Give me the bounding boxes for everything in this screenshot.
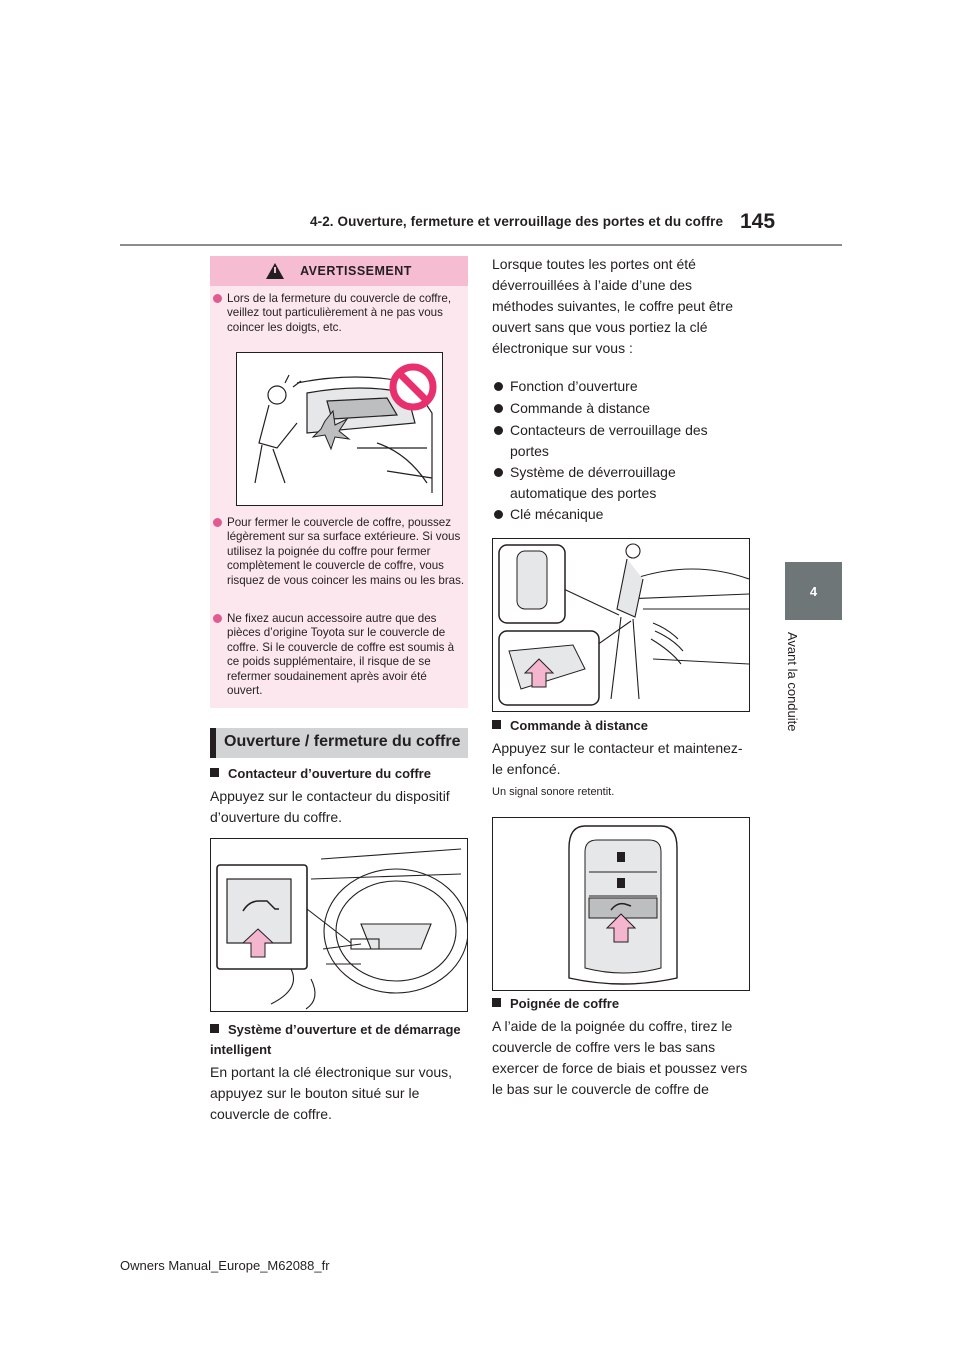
- header-rule: [120, 244, 842, 246]
- running-header-title: 4-2. Ouverture, fermeture et verrouillage des portes et du coffre: [310, 214, 724, 229]
- pink-bullet-icon: [213, 518, 222, 527]
- subheading-smart-entry: Système d’ouverture et de démarrage intelligent: [210, 1020, 470, 1060]
- subheading-trunk-opener-switch: Contacteur d’ouverture du coffre: [210, 766, 431, 781]
- subheading-trunk-handle: Poignée de coffre: [492, 996, 619, 1011]
- paragraph-trunk-opener-switch: Appuyez sur le contacteur du dispositif d’ouverture du coffre.: [210, 788, 450, 825]
- method-item-2: Commande à distance: [494, 398, 744, 419]
- warning-item-1: Lors de la fermeture du couvercle de coffre, veillez tout particulièrement à ne pas vous coincer les doigts, etc.: [227, 292, 465, 335]
- page-number: 145: [740, 210, 776, 233]
- method-item-3: Contacteurs de verrouillage des portes: [494, 420, 744, 462]
- method-item-4: Système de déverrouillage automatique des portes: [494, 462, 744, 504]
- paragraph-smart-entry: En portant la clé électronique sur vous, appuyez sur le bouton situé sur le couvercle de coffre.: [210, 1064, 453, 1122]
- chapter-number: 4: [809, 583, 818, 599]
- warning-item-2: Pour fermer le couvercle de coffre, poussez légèrement sur sa surface extérieure. Si vous utilisez la poignée du coffre pour fermer complètement le couvercle de coffre, vous risquez de vous coincer les mains ou les bras.: [227, 516, 465, 588]
- trunk-pinch-illustration: [236, 352, 443, 506]
- pink-bullet-icon: [213, 614, 222, 623]
- warning-triangle-icon: [266, 263, 284, 279]
- chapter-label: Avant la conduite: [785, 632, 800, 732]
- warning-header: [210, 256, 468, 286]
- paragraph-intro: Lorsque toutes les portes ont été déverrouillées à l’aide d’une des méthodes suivantes, le coffre peut être ouvert sans que vous portiez la clé électronique sur vous :: [492, 256, 733, 356]
- paragraph-trunk-handle: A l’aide de la poignée du coffre, tirez le couvercle de coffre vers le bas sans exercer de force de biais et poussez vers le bas sur le couvercle de coffre de: [492, 1018, 748, 1097]
- section-heading: Ouverture / fermeture du coffre: [210, 728, 468, 758]
- chapter-tab[interactable]: [785, 562, 842, 620]
- subheading-remote-control: Commande à distance: [492, 718, 648, 733]
- warning-box: [210, 256, 468, 708]
- pink-bullet-icon: [213, 294, 222, 303]
- lock-icon: [617, 852, 625, 862]
- unlock-icon: [617, 878, 625, 888]
- method-item-1: Fonction d’ouverture: [494, 376, 744, 397]
- dashboard-switch-illustration: [210, 838, 468, 1012]
- paragraph-remote-control: Appuyez sur le contacteur et maintenez-le enfoncé.: [492, 740, 743, 777]
- footer-doc-id: Owners Manual_Europe_M62088_fr: [120, 1258, 330, 1273]
- warning-title: AVERTISSEMENT: [300, 264, 412, 278]
- prohibition-icon: [393, 367, 433, 407]
- warning-item-3: Ne fixez aucun accessoire autre que des pièces d’origine Toyota sur le couvercle de coffre. Si le couvercle de coffre est soumis à ce poids supplémentaire, il risque de se refermer soudainement après avoir été ouvert.: [227, 612, 465, 698]
- key-fob-trunk-illustration: [492, 538, 750, 712]
- method-item-5: Clé mécanique: [494, 504, 744, 525]
- note-buzzer: Un signal sonore retentit.: [492, 786, 615, 798]
- remote-fob-illustration: [492, 817, 750, 991]
